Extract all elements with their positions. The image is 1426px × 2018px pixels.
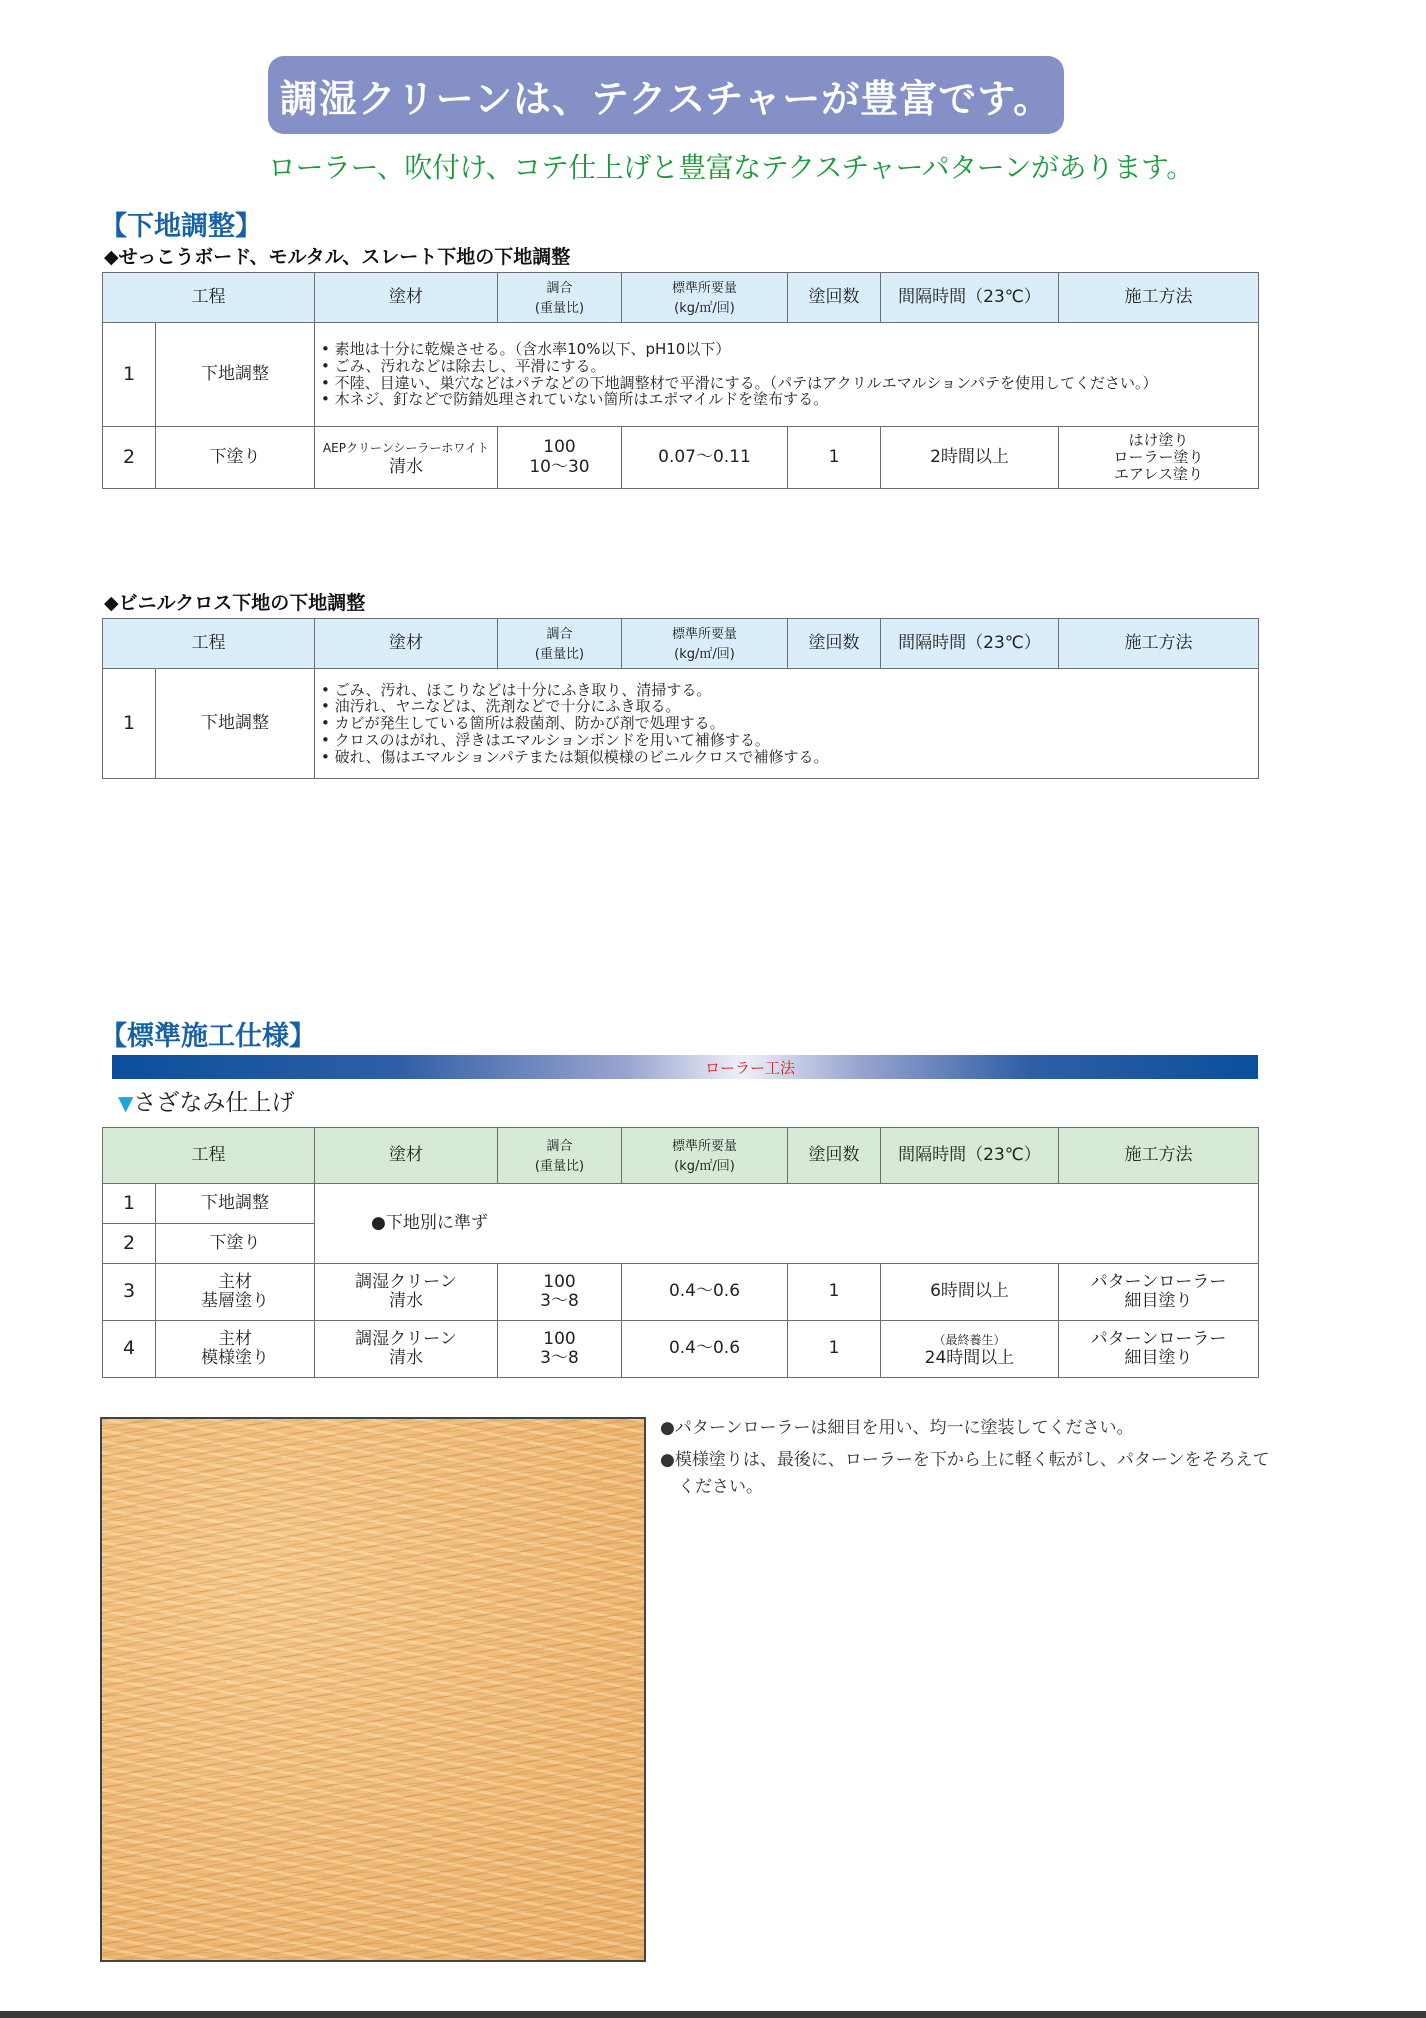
finish-title [118,1084,294,1117]
row-mix: 100 3〜8 [498,1321,622,1378]
row-material: 調湿クリーン 清水 [315,1321,498,1378]
table-row [103,1184,1259,1224]
row-number: 1 [103,669,156,779]
row-notes: • ごみ、汚れ、ほこりなどは十分にふき取り、清掃する。 • 油汚れ、ヤニなどは、洗剤などで十分にふき取る。 • カビが発生している箇所は殺菌剤、防かび剤で処理する。 • クロスのはがれ、浮きはエマルションボンドを用いて補修する。 • 破れ、傷はエマルションパテまたは類似模様のビニルクロスで補修する。 [315,669,1259,779]
row-step: 主材 基層塗り [156,1264,315,1321]
row-mix: 100 10〜30 [498,427,622,489]
row-coats: 1 [788,1264,881,1321]
col-interval: 間隔時間（23℃） [881,273,1059,323]
spec-section-title: 【標準施工仕様】 [100,1021,316,1052]
row-notes: • 素地は十分に乾燥させる。（含水率10%以下、pH10以下） • ごみ、汚れなどは除去し、平滑にする。 • 不陸、目違い、巣穴などはパテなどの下地調整材で平滑にする。（パテはアクリルエマルションパテを使用してください。） • 木ネジ、釘などで防錆処理されていない箇所はエポマイルドを塗布する。 [315,323,1259,427]
table-header-row [103,619,1259,669]
table-row [103,323,1259,427]
col-method: 施工方法 [1059,619,1259,669]
row-number: 2 [103,427,156,489]
vinyl-prep-heading: ◆ビニルクロス下地の下地調整 [104,592,366,614]
table-header-row [103,1128,1259,1184]
col-interval: 間隔時間（23℃） [881,619,1059,669]
row-number: 4 [103,1321,156,1378]
row-interval: （最終養生） 24時間以上 [881,1321,1059,1378]
row-number: 2 [103,1224,156,1264]
col-material: 塗材 [315,1128,498,1184]
col-mix: 調合 (重量比) [498,619,622,669]
col-mix: 調合 (重量比) [498,1128,622,1184]
table-row [103,427,1259,489]
row-mix: 100 3〜8 [498,1264,622,1321]
row-step: 下地調整 [156,323,315,427]
row-interval: 2時間以上 [881,427,1059,489]
headline-banner: 調湿クリーンは、テクスチャーが豊富です。 [268,56,1064,134]
table-header-row [103,273,1259,323]
row-method: はけ塗り ローラー塗り エアレス塗り [1059,427,1259,489]
row-method: パターンローラー 細目塗り [1059,1264,1259,1321]
row-step: 下地調整 [156,669,315,779]
col-process: 工程 [103,1128,315,1184]
table-row [103,1321,1259,1378]
row-coats: 1 [788,1321,881,1378]
row-interval: 6時間以上 [881,1264,1059,1321]
application-tips [660,1415,1270,1506]
row-material: 調湿クリーン 清水 [315,1264,498,1321]
texture-sample-image [100,1417,646,1962]
row-number: 3 [103,1264,156,1321]
triangle-down-icon: ▼ [118,1091,134,1115]
col-process: 工程 [103,273,315,323]
tip-item: ●パターンローラーは細目を用い、均一に塗装してください。 [660,1418,1134,1438]
board-prep-table [102,272,1259,489]
row-usage: 0.4〜0.6 [622,1321,788,1378]
col-interval: 間隔時間（23℃） [881,1128,1059,1184]
row-step: 主材 模様塗り [156,1321,315,1378]
row-material: AEPクリーンシーラーホワイト 清水 [315,427,498,489]
col-coats: 塗回数 [788,619,881,669]
tip-item: ●模様塗りは、最後に、ローラーを下から上に軽く転がし、パターンをそろえてください。 [660,1450,1270,1497]
col-mix: 調合 (重量比) [498,273,622,323]
col-usage: 標準所要量 (kg/㎡/回) [622,619,788,669]
row-usage: 0.4〜0.6 [622,1264,788,1321]
row-coats: 1 [788,427,881,489]
footer-divider [0,2011,1426,2018]
merged-note: ●下地別に準ず [315,1184,1259,1264]
finish-name: さざなみ仕上げ [133,1090,295,1116]
headline-subtitle: ローラー、吹付け、コテ仕上げと豊富なテクスチャーパターンがあります。 [268,151,1194,184]
col-material: 塗材 [315,273,498,323]
method-bar [112,1055,1258,1079]
col-process: 工程 [103,619,315,669]
roller-spec-table [102,1127,1259,1378]
table-row [103,1264,1259,1321]
col-coats: 塗回数 [788,1128,881,1184]
col-method: 施工方法 [1059,1128,1259,1184]
method-label: ローラー工法 [704,1058,795,1077]
row-method: パターンローラー 細目塗り [1059,1321,1259,1378]
row-usage: 0.07〜0.11 [622,427,788,489]
col-usage: 標準所要量 (kg/㎡/回) [622,273,788,323]
col-material: 塗材 [315,619,498,669]
row-step: 下塗り [156,1224,315,1264]
col-method: 施工方法 [1059,273,1259,323]
prep-section-title: 【下地調整】 [100,211,262,242]
row-number: 1 [103,1184,156,1224]
board-prep-heading: ◆せっこうボード、モルタル、スレート下地の下地調整 [104,246,571,268]
row-step: 下地調整 [156,1184,315,1224]
col-usage: 標準所要量 (kg/㎡/回) [622,1128,788,1184]
row-number: 1 [103,323,156,427]
row-step: 下塗り [156,427,315,489]
col-coats: 塗回数 [788,273,881,323]
table-row [103,669,1259,779]
vinyl-prep-table [102,618,1259,779]
